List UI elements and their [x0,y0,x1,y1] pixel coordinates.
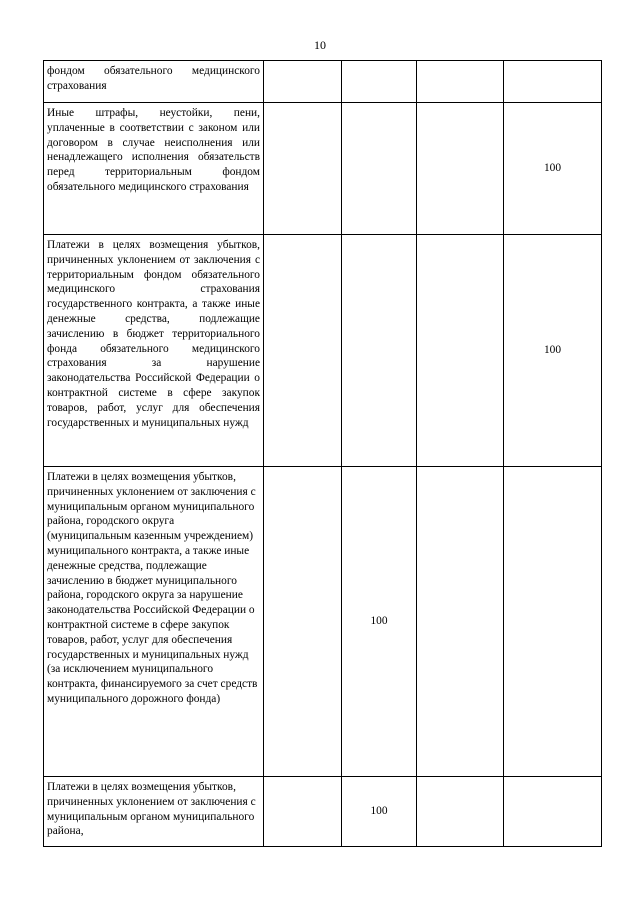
row-cell-col2 [264,777,342,847]
row-cell-col4 [417,61,504,103]
row-cell-col5 [504,467,602,777]
table-row [44,103,602,235]
table-row [44,777,602,847]
row-cell-col2 [264,235,342,467]
row-description: Платежи в целях возмещения убытков, причиненных уклонением от заключения с муниципальным органом муниципального района, городского округа (муниципальным казенным учреждением) муниципального контракта, а также иные денежные средства, подлежащие зачислению в бюджет муниципального района, городского округа за нарушение законодательства Российской Федерации о контрактной системе в сфере закупок товаров, работ, услуг для обеспечения государственных и муниципальных нужд (за исключением муниципального контракта, финансируемого за счет средств муниципального дорожного фонда) [44,467,264,777]
row-cell-col3: 100 [342,467,417,777]
table-row [44,235,602,467]
row-description: фондом обязательного медицинского страхования [44,61,264,103]
row-cell-col4 [417,467,504,777]
budget-table [43,60,602,847]
row-cell-col2 [264,103,342,235]
row-cell-col2 [264,467,342,777]
table-row [44,467,602,777]
row-cell-col3 [342,61,417,103]
row-description: Платежи в целях возмещения убытков, причиненных уклонением от заключения с муниципальным органом муниципального района, [44,777,264,847]
row-cell-col5 [504,61,602,103]
row-cell-col5 [504,777,602,847]
row-cell-col5: 100 [504,235,602,467]
row-cell-col5: 100 [504,103,602,235]
row-cell-col4 [417,235,504,467]
row-cell-col3 [342,103,417,235]
row-description: Платежи в целях возмещения убытков, причиненных уклонением от заключения с территориальным фондом обязательного медицинского страхования государственного контракта, а также иные денежные средства, подлежащие зачислению в бюджет территориального фонда обязательного медицинского страхования за нарушение законодательства Российской Федерации о контрактной системе в сфере закупок товаров, работ, услуг для обеспечения государственных и муниципальных нужд [44,235,264,467]
row-cell-col4 [417,103,504,235]
row-cell-col2 [264,61,342,103]
page-number: 10 [314,38,326,52]
row-description: Иные штрафы, неустойки, пени, уплаченные в соответствии с законом или договором в случае неисполнения или ненадлежащего исполнения обязательств перед территориальным фондом обязательного медицинского страхования [44,103,264,235]
row-cell-col4 [417,777,504,847]
table-row [44,61,602,103]
row-cell-col3 [342,235,417,467]
row-cell-col3: 100 [342,777,417,847]
